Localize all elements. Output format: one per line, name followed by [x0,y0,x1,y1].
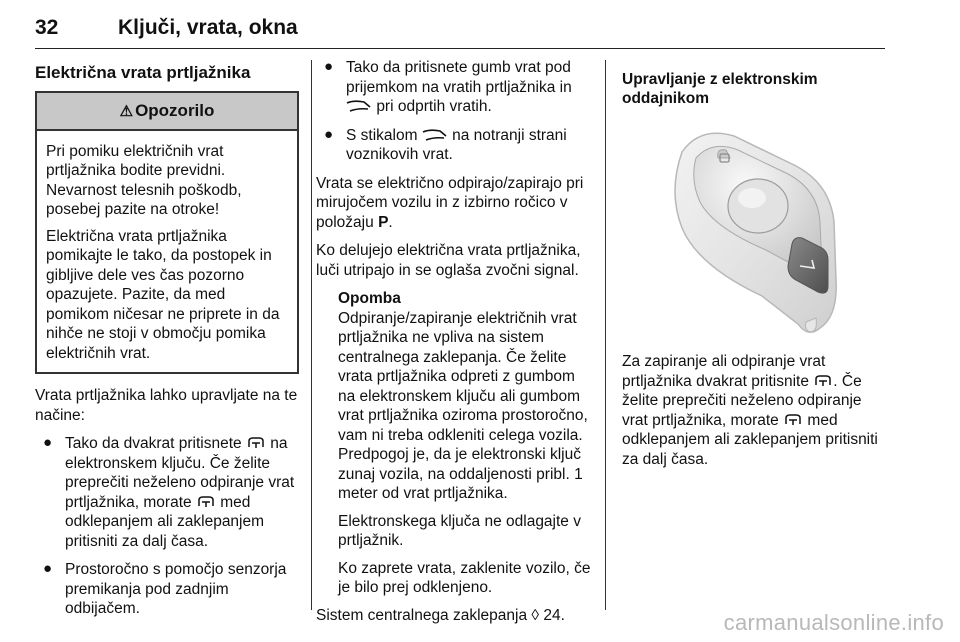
warning-text-2: Električna vrata prtljažnika pomikajte le tako, da postopek in gibljive dele ves čas pozorno opazujete. Pazite, da med pomikom ničesar ne priprete in da nihče ne stoji v območju pomika električnih vrat. [46,227,280,362]
bullet-text: Prostoročno s pomočjo senzorja premikanja pod zadnjim odbijačem. [65,561,287,617]
note-text-3: Ko zaprete vrata, zaklenite vozilo, če je bilo prej odklenjeno. [338,559,591,596]
column-3 [622,58,890,478]
note-text-2: Elektronskega ključa ne odlagajte v prtljažnik. [338,512,581,549]
section-title: Električna vrata prtljažnika [35,63,251,82]
gear-text [316,174,595,233]
page-number: 32 [35,16,59,39]
remote-key-image [642,118,862,344]
warning-box [35,91,299,375]
bullet-text: na elektronskem ključu. Če želite preprečiti neželeno odpiranje vrat prtljažnika, morate [65,435,295,511]
reference-page[interactable]: 24. [543,606,565,624]
page-header [35,4,885,49]
warning-text-1: Pri pomiku električnih vrat prtljažnika bodite previdni. Nevarnost telesnih poškodb, posebej pazite na otroke! [46,142,242,218]
watermark: carmanualsonline.info [723,610,944,635]
warning-header [37,93,297,131]
subsection-title: Upravljanje z elektronskim oddajnikom [622,71,818,107]
gear-position: P [378,213,389,231]
page-ref-arrow-icon: ◊ [531,606,540,624]
list-item [316,58,595,117]
transmitter-text-b: . Če želite preprečiti neželeno odpiranje vrat prtljažnika, morate [622,372,862,429]
gear-text-end: . [388,213,393,231]
reference-label: Sistem centralnega zaklepanja [316,606,528,624]
note-title: Opomba [338,290,401,307]
bullet-icon: ● [43,560,53,577]
bullet-text: Tako da pritisnete gumb vrat pod prijemkom na vratih prtljažnika in [346,59,572,96]
tailgate-key-icon [196,495,216,509]
note-box [316,289,595,598]
bullet-list-1 [35,434,299,619]
transmitter-text-c: med odklepanjem ali zaklepanjem pritisniti za dalj časa. [622,411,878,468]
reference-text [316,606,595,626]
list-item [35,434,299,551]
bullet-icon: ● [324,125,334,143]
list-item [316,126,595,165]
tailgate-switch-icon [422,128,448,142]
warning-triangle-icon: ⚠ [119,102,134,120]
chapter-title: Ključi, vrata, okna [118,16,298,39]
tailgate-key-icon [783,413,803,427]
column-divider-1 [311,60,312,610]
bullet-text: pri odprtih vratih. [376,98,492,115]
tailgate-key-icon [246,436,266,450]
bullet-text: med odklepanjem ali zaklepanjem pritisniti za dalj časa. [65,493,265,550]
column-1 [35,58,299,628]
gear-text-main: Vrata se električno odpirajo/zapirajo pri mirujočem vozilu in z izbirno ročico v položaju [316,174,584,231]
signal-text: Ko delujejo električna vrata prtljažnika, luči utripajo in se oglaša zvočni signal. [316,242,581,279]
list-item [35,560,299,619]
tailgate-switch-icon [346,99,372,113]
bullet-text: Tako da dvakrat pritisnete [65,435,242,452]
warning-body [37,131,297,373]
transmitter-text [622,352,890,469]
bullet-text: S stikalom [346,126,418,144]
warning-title: Opozorilo [135,100,215,120]
transmitter-text-a: Za zapiranje ali odpiranje vrat prtljažnika dvakrat pritisnite [622,353,826,390]
note-text-1: Odpiranje/zapiranje električnih vrat prtljažnika ne vpliva na sistem centralnega zaklepanja. Če želite vrata prtljažnika odpreti z gumbom na elektronskem ključu ali gumbom vrat prtljažnika oziroma prostoročno, vam ni treba odkleniti celega vozila. Predpogoj je, da je elektronski ključ zunaj vozila, na oddaljenosti pribl. 1 meter od vrat prtljažnika. [338,309,588,502]
column-2 [316,58,595,634]
bullet-list-2 [316,58,595,165]
bullet-text: na notranji strani voznikovih vrat. [346,126,567,163]
bullet-icon: ● [324,58,334,75]
tailgate-key-icon [813,374,833,388]
intro-text: Vrata prtljažnika lahko upravljate na te načine: [35,387,298,424]
bullet-icon: ● [43,434,53,451]
column-divider-2 [605,60,606,610]
